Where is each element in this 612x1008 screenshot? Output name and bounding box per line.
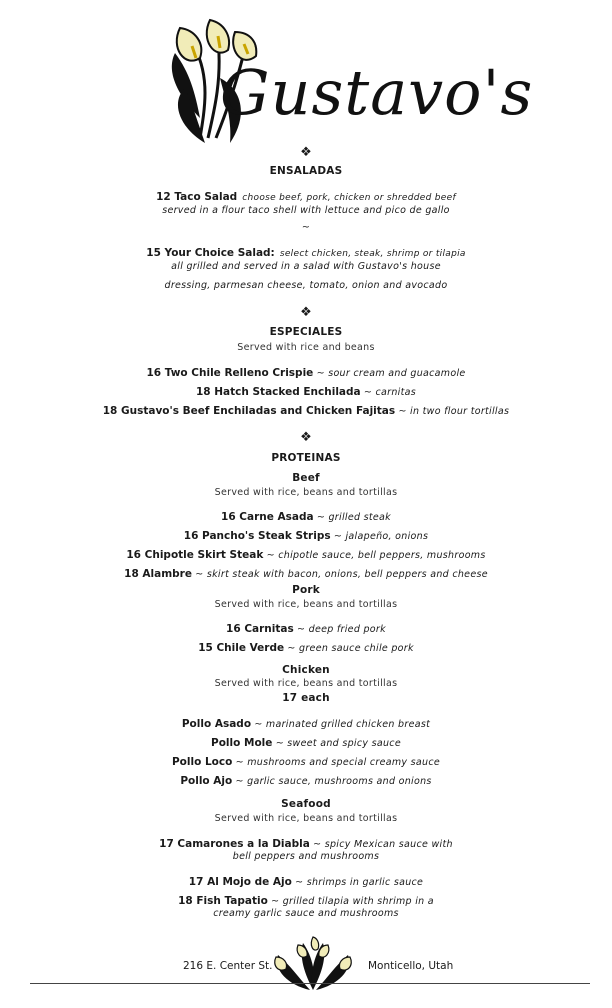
item-name: 16 Pancho's Steak Strips xyxy=(183,530,331,542)
footer-address: 216 E. Center St. xyxy=(183,960,273,972)
menu-item xyxy=(0,832,612,851)
item-name: Pollo Asado xyxy=(181,718,252,730)
subsection-title-pork: Pork xyxy=(292,584,320,596)
item-name: 17 Camarones a la Diabla xyxy=(159,838,310,850)
subsection-subtitle: Served with rice, beans and tortillas xyxy=(214,813,398,824)
menu-item xyxy=(0,524,612,543)
diamond-divider-icon: ❖ xyxy=(300,430,312,445)
item-name: 17 Al Mojo de Ajo xyxy=(188,876,292,888)
subsection-subtitle: Served with rice, beans and tortillas xyxy=(214,487,398,498)
diamond-divider-icon: ❖ xyxy=(300,145,312,160)
item-name: 16 Carne Asada xyxy=(221,511,314,523)
section-title-proteinas: PROTEINAS xyxy=(271,452,341,464)
menu-item xyxy=(0,731,612,750)
item-name: 16 Carnitas xyxy=(226,623,294,635)
menu-item-your-choice-salad xyxy=(0,241,612,260)
diamond-divider-icon: ❖ xyxy=(300,305,312,320)
item-description: choose beef, pork, chicken or shredded beef xyxy=(242,193,456,203)
item-name: 15 Your Choice Salad: xyxy=(146,247,275,259)
item-description: ~ jalapeño, onions xyxy=(330,531,429,542)
subsection-title-chicken: Chicken xyxy=(282,664,330,676)
restaurant-name: Gustavo's xyxy=(220,56,534,129)
menu-item xyxy=(0,505,612,524)
item-name: 18 Fish Tapatio xyxy=(178,895,268,907)
tilde-separator: ~ xyxy=(301,222,311,233)
subsection-subtitle: Served with rice, beans and tortillas xyxy=(214,678,398,689)
item-description: ~ sweet and spicy sauce xyxy=(272,738,401,749)
chicken-price: 17 each xyxy=(282,692,330,704)
menu-item xyxy=(0,889,612,908)
item-name: Pollo Ajo xyxy=(180,775,233,787)
item-name: 16 Chipotle Skirt Steak xyxy=(126,549,264,561)
item-description: select chicken, steak, shrimp or tilapia xyxy=(279,249,466,259)
small-lily-logo-icon xyxy=(268,935,358,993)
menu-item xyxy=(0,380,612,399)
item-name: 18 Gustavo's Beef Enchiladas and Chicken Fajitas xyxy=(102,405,396,417)
menu-item-taco-salad xyxy=(0,185,612,204)
item-name: Pollo Loco xyxy=(171,756,233,768)
item-name: 16 Two Chile Relleno Crispie xyxy=(146,367,314,379)
subsection-title-seafood: Seafood xyxy=(281,798,331,810)
menu-item xyxy=(0,712,612,731)
item-description: ~ sour cream and guacamole xyxy=(313,368,466,379)
item-name: 18 Hatch Stacked Enchilada xyxy=(195,386,361,398)
item-description-line: served in a flour taco shell with lettuce and pico de gallo xyxy=(162,205,450,216)
menu-item xyxy=(0,543,612,562)
section-subtitle: Served with rice and beans xyxy=(237,342,375,353)
item-name: 12 Taco Salad xyxy=(156,191,238,203)
section-title-ensaladas: ENSALADAS xyxy=(269,165,343,177)
menu-item xyxy=(0,399,612,418)
item-description: ~ grilled steak xyxy=(313,512,391,523)
item-description: ~ green sauce chile pork xyxy=(284,643,414,654)
item-description: ~ in two flour tortillas xyxy=(395,406,510,417)
subsection-title-beef: Beef xyxy=(292,472,320,484)
menu-item xyxy=(0,870,612,889)
menu-item xyxy=(0,562,612,581)
item-description: ~ garlic sauce, mushrooms and onions xyxy=(232,776,432,787)
menu-item xyxy=(0,636,612,655)
menu-item xyxy=(0,769,612,788)
item-description: ~ grilled tilapia with shrimp in a xyxy=(267,896,434,907)
footer-divider xyxy=(30,983,590,984)
item-description-line: bell peppers and mushrooms xyxy=(232,851,380,862)
subsection-subtitle: Served with rice, beans and tortillas xyxy=(214,599,398,610)
menu-item xyxy=(0,750,612,769)
footer-city: Monticello, Utah xyxy=(368,960,454,972)
item-description: ~ spicy Mexican sauce with xyxy=(309,839,453,850)
item-description-line: dressing, parmesan cheese, tomato, onion and avocado xyxy=(164,280,448,291)
lily-flowers xyxy=(177,20,257,61)
item-description: ~ deep fried pork xyxy=(293,624,386,635)
section-title-especiales: ESPECIALES xyxy=(269,326,343,338)
item-description: ~ mushrooms and special creamy sauce xyxy=(232,757,441,768)
item-description-line: creamy garlic sauce and mushrooms xyxy=(213,908,399,919)
item-name: Pollo Mole xyxy=(211,737,273,749)
item-name: 18 Alambre xyxy=(124,568,192,580)
menu-item xyxy=(0,617,612,636)
item-description-line: all grilled and served in a salad with Gustavo's house xyxy=(171,261,441,272)
item-description: ~ chipotle sauce, bell peppers, mushrooms xyxy=(263,550,486,561)
item-description: ~ skirt steak with bacon, onions, bell peppers and cheese xyxy=(191,569,488,580)
item-description: ~ carnitas xyxy=(360,387,417,398)
item-name: 15 Chile Verde xyxy=(198,642,285,654)
item-description: ~ shrimps in garlic sauce xyxy=(291,877,424,888)
item-description: ~ marinated grilled chicken breast xyxy=(251,719,431,730)
menu-item xyxy=(0,361,612,380)
